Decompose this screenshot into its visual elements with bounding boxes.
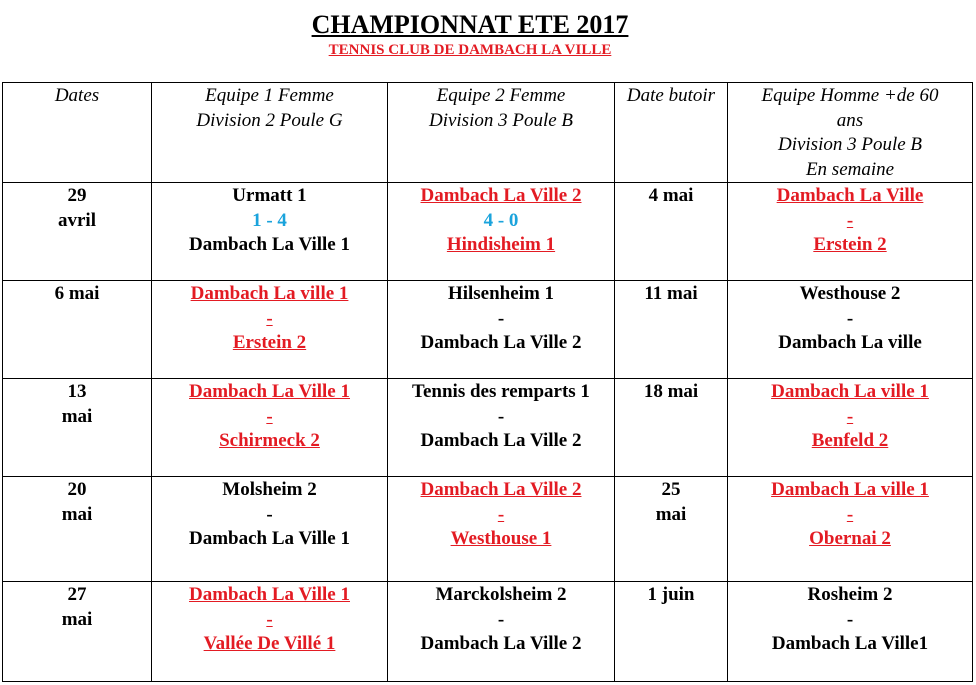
cell-equipe-1 bbox=[152, 477, 388, 582]
table-row bbox=[3, 477, 973, 582]
cell-equipe-2 bbox=[388, 582, 615, 682]
cell-equipe-1-line: Erstein 2 bbox=[232, 332, 307, 353]
cell-equipe-homme-line: Dambach La ville 1 bbox=[771, 381, 929, 402]
cell-equipe-1-line: 1 - 4 bbox=[252, 209, 287, 231]
cell-date-butoir-text: mai bbox=[655, 503, 687, 525]
header-dates bbox=[3, 83, 152, 183]
cell-equipe-homme bbox=[728, 477, 973, 582]
cell-equipe-homme-line: Obernai 2 bbox=[809, 528, 891, 549]
cell-equipe-homme-line: Westhouse 2 bbox=[799, 283, 901, 304]
cell-date-text: avril bbox=[58, 209, 96, 231]
cell-date-butoir-text: 18 mai bbox=[643, 381, 699, 402]
cell-equipe-1-line: Dambach La ville 1 bbox=[190, 283, 349, 304]
cell-date-butoir bbox=[615, 183, 728, 281]
cell-equipe-1 bbox=[152, 582, 388, 682]
cell-equipe-2-line: Tennis des remparts 1 bbox=[412, 381, 590, 402]
cell-equipe-2-line: - bbox=[497, 608, 505, 630]
header-equipe-1-line: Division 2 Poule G bbox=[196, 109, 343, 131]
cell-equipe-homme-line: - bbox=[846, 209, 854, 231]
cell-equipe-homme-line: - bbox=[846, 503, 854, 525]
header-equipe-homme-line: En semaine bbox=[805, 158, 895, 180]
cell-equipe-1-line: - bbox=[266, 307, 273, 329]
cell-equipe-2 bbox=[388, 281, 615, 379]
cell-equipe-homme-line: Dambach La Ville bbox=[776, 185, 924, 206]
cell-date-butoir bbox=[615, 477, 728, 582]
table-row bbox=[3, 281, 973, 379]
cell-equipe-homme-line: Dambach La ville bbox=[778, 332, 922, 353]
cell-equipe-2 bbox=[388, 477, 615, 582]
cell-equipe-1 bbox=[152, 183, 388, 281]
table-row bbox=[3, 183, 973, 281]
cell-date-text: mai bbox=[61, 503, 93, 525]
cell-equipe-homme-line: Dambach La Ville1 bbox=[771, 633, 929, 654]
table-row bbox=[3, 582, 973, 682]
table-row bbox=[3, 379, 973, 477]
schedule-table bbox=[2, 82, 973, 682]
cell-date-text: 27 bbox=[67, 584, 87, 605]
header-equipe-homme-line: Equipe Homme +de 60 bbox=[761, 85, 939, 106]
cell-date bbox=[3, 281, 152, 379]
cell-date bbox=[3, 379, 152, 477]
cell-equipe-2-line: Dambach La Ville 2 bbox=[420, 185, 582, 206]
cell-equipe-1-line: Schirmeck 2 bbox=[219, 430, 320, 451]
page-subtitle: TENNIS CLUB DE DAMBACH LA VILLE bbox=[328, 42, 612, 58]
cell-equipe-1 bbox=[152, 379, 388, 477]
cell-date-text: mai bbox=[61, 608, 93, 630]
cell-equipe-2-line: - bbox=[497, 405, 505, 427]
cell-date-butoir bbox=[615, 379, 728, 477]
header-equipe-1 bbox=[152, 83, 388, 183]
cell-date-text: 20 bbox=[67, 479, 87, 500]
cell-equipe-1-line: - bbox=[266, 405, 273, 427]
cell-date bbox=[3, 477, 152, 582]
cell-date bbox=[3, 183, 152, 281]
header-equipe-homme-line: ans bbox=[836, 109, 864, 131]
cell-equipe-1-line: - bbox=[266, 608, 273, 630]
header-row bbox=[3, 83, 973, 183]
cell-equipe-1 bbox=[152, 281, 388, 379]
cell-equipe-homme-line: Dambach La ville 1 bbox=[771, 479, 929, 500]
header-equipe-2-line: Equipe 2 Femme bbox=[436, 85, 566, 106]
cell-equipe-2-line: Hindisheim 1 bbox=[446, 234, 556, 255]
cell-equipe-1-line: Vallée De Villé 1 bbox=[203, 633, 336, 654]
cell-equipe-homme-line: Rosheim 2 bbox=[807, 584, 893, 605]
cell-date-butoir bbox=[615, 281, 728, 379]
cell-equipe-2-line: 4 - 0 bbox=[483, 209, 519, 231]
header-date-butoir bbox=[615, 83, 728, 183]
cell-date-text: 29 bbox=[67, 185, 87, 206]
cell-equipe-2 bbox=[388, 379, 615, 477]
header-equipe-homme bbox=[728, 83, 973, 183]
header-equipe-homme-line: Division 3 Poule B bbox=[777, 134, 923, 155]
cell-equipe-1-line: Dambach La Ville 1 bbox=[189, 528, 350, 549]
header-date-butoir-line: Date butoir bbox=[626, 85, 716, 106]
cell-equipe-1-line: Dambach La Ville 1 bbox=[189, 381, 350, 402]
page-title: CHAMPIONNAT ETE 2017 bbox=[311, 10, 629, 39]
cell-equipe-2-line: Hilsenheim 1 bbox=[447, 283, 555, 304]
cell-equipe-2-line: Westhouse 1 bbox=[450, 528, 552, 549]
cell-equipe-2 bbox=[388, 183, 615, 281]
cell-date-butoir-text: 11 mai bbox=[644, 283, 698, 304]
cell-equipe-homme bbox=[728, 582, 973, 682]
cell-equipe-1-line: Urmatt 1 bbox=[232, 185, 307, 206]
cell-equipe-2-line: - bbox=[497, 307, 505, 329]
cell-equipe-2-line: Dambach La Ville 2 bbox=[420, 430, 582, 451]
cell-equipe-1-line: Dambach La Ville 1 bbox=[189, 234, 350, 255]
cell-equipe-homme-line: Erstein 2 bbox=[813, 234, 887, 255]
header-equipe-1-line: Equipe 1 Femme bbox=[205, 85, 334, 106]
cell-equipe-2-line: Dambach La Ville 2 bbox=[420, 479, 582, 500]
cell-date bbox=[3, 582, 152, 682]
cell-equipe-homme-line: Benfeld 2 bbox=[811, 430, 889, 451]
header-equipe-2 bbox=[388, 83, 615, 183]
cell-date-text: 13 bbox=[67, 381, 87, 402]
cell-date-butoir-text: 25 bbox=[661, 479, 681, 500]
cell-equipe-homme bbox=[728, 379, 973, 477]
cell-date-butoir-text: 4 mai bbox=[648, 185, 694, 206]
cell-equipe-homme bbox=[728, 183, 973, 281]
cell-date-butoir bbox=[615, 582, 728, 682]
cell-date-text: mai bbox=[61, 405, 93, 427]
cell-date-butoir-text: 1 juin bbox=[647, 584, 695, 605]
cell-equipe-2-line: Dambach La Ville 2 bbox=[420, 332, 582, 353]
cell-equipe-2-line: Marckolsheim 2 bbox=[435, 584, 567, 605]
cell-equipe-1-line: Dambach La Ville 1 bbox=[189, 584, 350, 605]
cell-equipe-1-line: Molsheim 2 bbox=[222, 479, 317, 500]
cell-equipe-homme bbox=[728, 281, 973, 379]
cell-equipe-homme-line: - bbox=[846, 307, 854, 329]
cell-equipe-homme-line: - bbox=[846, 608, 854, 630]
cell-date-text: 6 mai bbox=[54, 283, 100, 304]
cell-equipe-homme-line: - bbox=[846, 405, 854, 427]
header-equipe-2-line: Division 3 Poule B bbox=[428, 109, 574, 131]
cell-equipe-1-line: - bbox=[266, 503, 273, 525]
cell-equipe-2-line: - bbox=[497, 503, 505, 525]
cell-equipe-2-line: Dambach La Ville 2 bbox=[420, 633, 582, 654]
header-dates-line: Dates bbox=[54, 85, 100, 106]
